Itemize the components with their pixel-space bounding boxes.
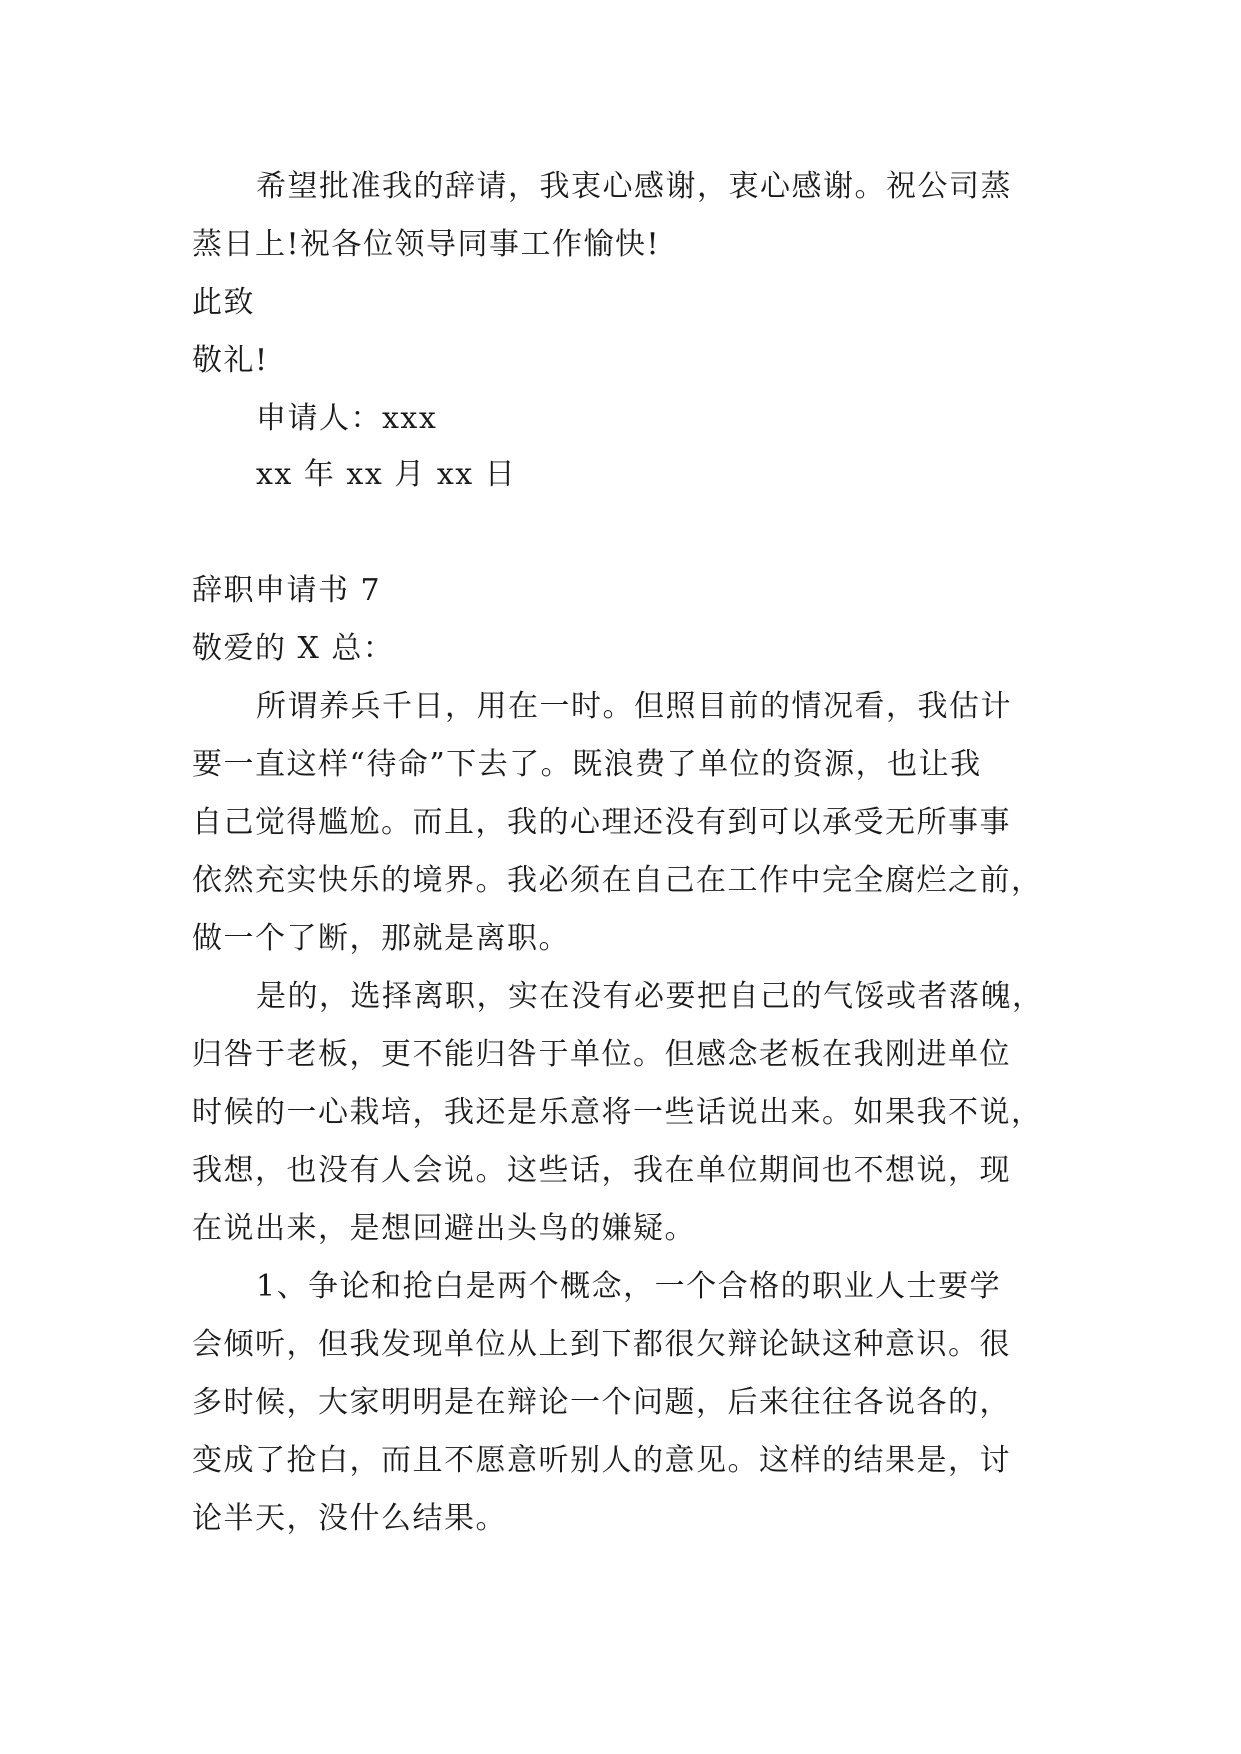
paragraph-2-line-1: 是的，选择离职，实在没有必要把自己的气馁或者落魄， <box>256 979 1044 1014</box>
letter-greeting: 敬爱的 X 总： <box>192 631 395 666</box>
letter-title: 辞职申请书 7 <box>192 573 382 608</box>
paragraph-2-line-4: 我想，也没有人会说。这些话，我在单位期间也不想说，现 <box>192 1153 1011 1188</box>
signature-date: xx 年 xx 月 xx 日 <box>256 457 517 492</box>
paragraph-1-line-1: 所谓养兵千日，用在一时。但照目前的情况看，我估计 <box>256 689 1012 724</box>
applicant-signature: 申请人：xxx <box>256 401 438 436</box>
regards: 敬礼! <box>192 343 269 378</box>
paragraph-3-line-2: 会倾听，但我发现单位从上到下都很欠辩论缺这种意识。很 <box>192 1327 1011 1362</box>
paragraph-3-line-3: 多时候，大家明明是在辩论一个问题，后来往往各说各的， <box>192 1385 1011 1420</box>
paragraph-3-line-4: 变成了抢白，而且不愿意听别人的意见。这样的结果是，讨 <box>192 1443 1011 1478</box>
paragraph-2-line-2: 归咎于老板，更不能归咎于单位。但感念老板在我刚进单位 <box>192 1037 1011 1072</box>
paragraph-3-line-1: 1、争论和抢白是两个概念，一个合格的职业人士要学 <box>256 1269 1002 1304</box>
paragraph-1-line-2: 要一直这样“待命”下去了。既浪费了单位的资源，也让我 <box>192 747 982 782</box>
salutation: 此致 <box>192 285 255 320</box>
paragraph-1-line-3: 自己觉得尴尬。而且，我的心理还没有到可以承受无所事事 <box>192 805 1011 840</box>
paragraph-1-line-4: 依然充实快乐的境界。我必须在自己在工作中完全腐烂之前， <box>192 863 1043 898</box>
closing-paragraph-line-2: 蒸日上!祝各位领导同事工作愉快! <box>192 227 661 262</box>
paragraph-2-line-3: 时候的一心栽培，我还是乐意将一些话说出来。如果我不说， <box>192 1095 1043 1130</box>
paragraph-1-line-5: 做一个了断，那就是离职。 <box>192 921 570 956</box>
paragraph-2-line-5: 在说出来，是想回避出头鸟的嫌疑。 <box>192 1211 696 1246</box>
closing-paragraph-line-1: 希望批准我的辞请，我衷心感谢，衷心感谢。祝公司蒸 <box>256 169 1012 204</box>
paragraph-3-line-5: 论半天，没什么结果。 <box>192 1501 507 1536</box>
